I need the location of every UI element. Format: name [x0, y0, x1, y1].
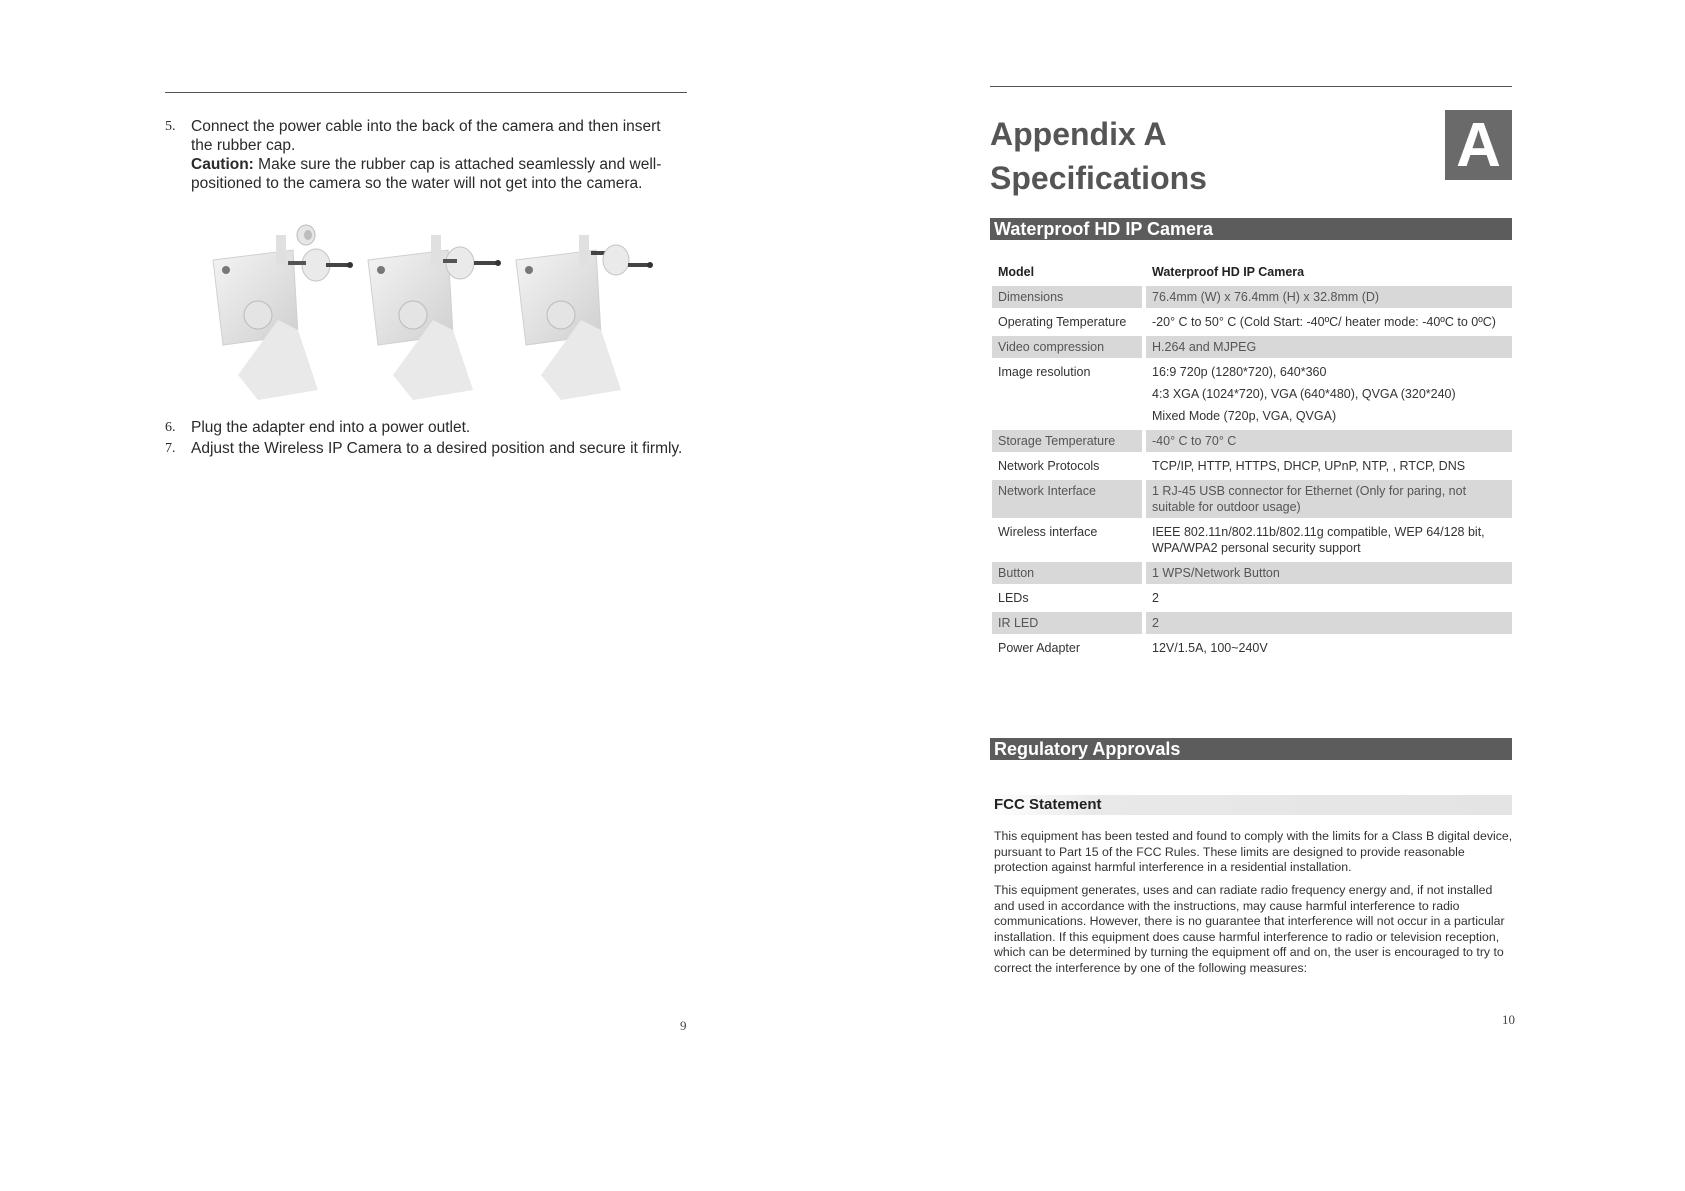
spec-value: 1 RJ-45 USB connector for Ethernet (Only for paring, not suitable for outdoor usage): [1146, 480, 1512, 518]
spec-value: H.264 and MJPEG: [1146, 336, 1512, 358]
spec-row: [992, 587, 1512, 609]
spec-label: IR LED: [992, 612, 1146, 634]
step-number: 5.: [165, 119, 176, 134]
spec-value-line: 4:3 XGA (1024*720), VGA (640*480), QVGA (320*240): [1152, 387, 1456, 401]
appendix-title: [990, 112, 1207, 200]
step-text: Connect the power cable into the back of the camera and then insert the rubber cap.: [191, 118, 661, 154]
spec-value-line: 16:9 720p (1280*720), 640*360: [1152, 365, 1327, 379]
spec-row: [992, 455, 1512, 477]
spec-row: [992, 612, 1512, 634]
step-text: Adjust the Wireless IP Camera to a desired position and secure it firmly.: [191, 440, 683, 457]
spec-label: LEDs: [998, 591, 1029, 605]
page-number: 10: [1502, 1012, 1515, 1027]
spec-value: 1 WPS/Network Button: [1146, 562, 1512, 584]
spec-label: Video compression: [992, 336, 1146, 358]
spec-label: Storage Temperature: [992, 430, 1146, 452]
step-7: [165, 439, 685, 458]
spec-value: IEEE 802.11n/802.11b/802.11g compatible, WEP 64/128 bit, WPA/WPA2 personal security support: [1152, 525, 1485, 555]
section-heading-camera: Waterproof HD IP Camera: [990, 218, 1512, 240]
spec-row: [992, 361, 1512, 427]
spec-value: TCP/IP, HTTP, HTTPS, DHCP, UPnP, NTP, , RTCP, DNS: [1152, 459, 1466, 473]
caution-label: Caution:: [191, 156, 254, 173]
spec-table: [992, 258, 1512, 662]
spec-label: Operating Temperature: [998, 315, 1127, 329]
header-rule: [165, 92, 687, 93]
step-5: [165, 117, 685, 193]
camera-step-3-icon: [516, 235, 653, 400]
spec-label: Wireless interface: [998, 525, 1098, 539]
fcc-paragraph-2: This equipment generates, uses and can radiate radio frequency energy and, if not installed and used in accordance with the instructions, may cause harmful interference to radio communications. However, there is no guarantee that interference will not occur in a particular installation. If this equipment does cause harmful interference to radio or television reception, which can be determined by turning the equipment off and on, the user is encouraged to try to correct the interference by one of the following measures:: [994, 883, 1505, 975]
caution-text: Make sure the rubber cap is attached seamlessly and well-positioned to the camera so the water will not get into the camera.: [191, 156, 662, 192]
appendix-badge: A: [1445, 110, 1512, 180]
camera-step-2-icon: [368, 235, 501, 400]
spec-value: 2: [1152, 591, 1159, 605]
spec-row: [992, 311, 1512, 333]
spec-label: Dimensions: [992, 286, 1146, 308]
spec-value-line: Mixed Mode (720p, VGA, QVGA): [1152, 409, 1337, 423]
spec-table-header: [992, 261, 1512, 283]
spec-label: Power Adapter: [998, 641, 1080, 655]
spec-label: Network Interface: [992, 480, 1146, 518]
spec-row: [992, 480, 1512, 518]
steps-list: [165, 117, 685, 195]
spec-row: [992, 286, 1512, 308]
rubber-cap-icon: [297, 225, 315, 245]
spec-label: Image resolution: [998, 365, 1091, 379]
spec-label: Model: [998, 265, 1035, 279]
spec-value: 76.4mm (W) x 76.4mm (H) x 32.8mm (D): [1146, 286, 1512, 308]
header-rule: [990, 86, 1512, 87]
camera-step-1-icon: [213, 235, 353, 400]
spec-row: [992, 430, 1512, 452]
spec-value: -20° C to 50° C (Cold Start: -40ºC/ heater mode: -40ºC to 0ºC): [1152, 315, 1496, 329]
step-number: 7.: [165, 441, 176, 456]
spec-row: [992, 521, 1512, 559]
fcc-heading: FCC Statement: [990, 795, 1512, 815]
spec-value: -40° C to 70° C: [1146, 430, 1512, 452]
spec-row: [992, 336, 1512, 358]
spec-value: 12V/1.5A, 100~240V: [1152, 641, 1268, 655]
spec-value: [1146, 361, 1512, 427]
spec-value: 2: [1146, 612, 1512, 634]
title-line-2: Specifications: [990, 160, 1207, 196]
steps-list-lower: [165, 418, 685, 460]
spec-row: [992, 637, 1512, 659]
step-6: [165, 418, 685, 437]
fcc-paragraph-1: This equipment has been tested and found to comply with the limits for a Class B digital device, pursuant to Part 15 of the FCC Rules. These limits are designed to provide reasonable protection against harmful interference in a residential installation.: [994, 829, 1513, 874]
camera-illustration: [198, 215, 678, 415]
spec-value: Waterproof HD IP Camera: [1152, 265, 1305, 279]
section-heading-regulatory: Regulatory Approvals: [990, 738, 1512, 760]
spec-label: Button: [992, 562, 1146, 584]
right-page: [842, 0, 1685, 1191]
spec-label: Network Protocols: [998, 459, 1100, 473]
left-page: [0, 0, 842, 1191]
spec-row: [992, 562, 1512, 584]
page-number: 9: [680, 1018, 687, 1033]
step-number: 6.: [165, 420, 176, 435]
step-text: Plug the adapter end into a power outlet.: [191, 419, 471, 436]
title-line-1: Appendix A: [990, 116, 1167, 152]
